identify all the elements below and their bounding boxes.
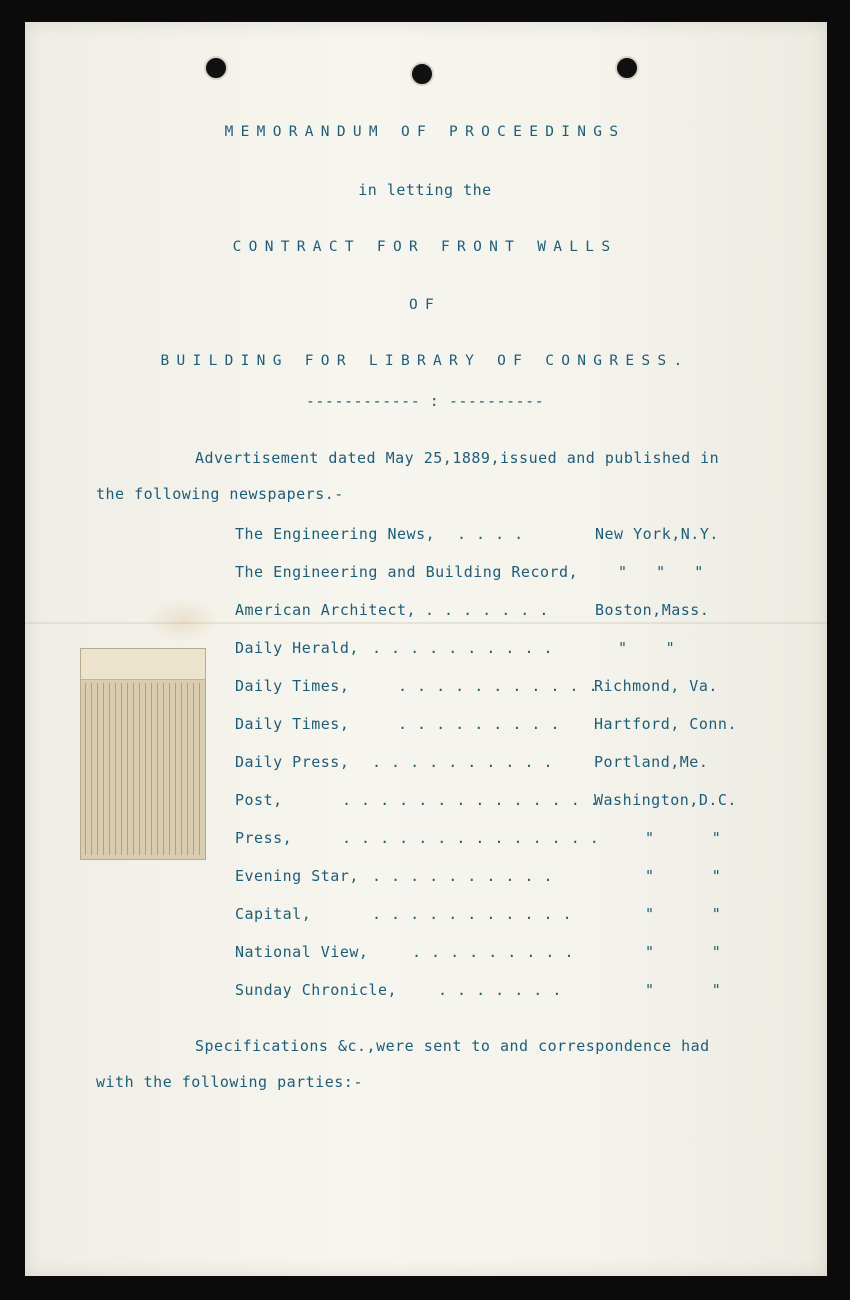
newspaper-place: " ": [645, 829, 722, 847]
leader-dots: . . . . . . . . . .: [372, 639, 554, 657]
newspaper-name: Evening Star,: [235, 867, 359, 885]
newspaper-place: " ": [645, 867, 722, 885]
newspaper-name: Daily Herald,: [235, 639, 359, 657]
leader-dots: . . . . . . . . .: [398, 715, 561, 733]
leader-dots: . . . . . . . . . . . . . .: [342, 791, 600, 809]
closing-line-2: with the following parties:-: [96, 1073, 363, 1091]
punch-hole-center: [410, 62, 434, 86]
leader-dots: . . . . . . . . . . .: [372, 905, 573, 923]
leader-dots: . . . .: [457, 525, 524, 543]
leader-dots: . . . . . . . . . .: [372, 867, 554, 885]
newspaper-name: American Architect,: [235, 601, 417, 619]
newspaper-place: Portland,Me.: [594, 753, 709, 771]
memo-subtitle: in letting the: [358, 181, 492, 199]
newspaper-place: Boston,Mass.: [595, 601, 710, 619]
newspaper-name: Daily Press,: [235, 753, 350, 771]
clipping-print: [85, 683, 201, 855]
leader-dots: . . . . . . . . . . . . . .: [342, 829, 600, 847]
newspaper-name: National View,: [235, 943, 369, 961]
newspaper-name: Daily Times,: [235, 677, 350, 695]
paper-stain: [145, 598, 220, 643]
newspaper-place: " ": [645, 905, 722, 923]
newspaper-place: Washington,D.C.: [594, 791, 737, 809]
leader-dots: . . . . . . .: [425, 601, 549, 619]
newspaper-place: " ": [645, 943, 722, 961]
of-line: OF: [408, 297, 442, 313]
newspaper-name: Sunday Chronicle,: [235, 981, 398, 999]
leader-dots: . . . . . . . . .: [412, 943, 575, 961]
title-rule: ------------ : ----------: [305, 392, 545, 410]
newspaper-place: New York,N.Y.: [595, 525, 719, 543]
newspaper-clipping: [80, 648, 206, 860]
newspaper-name: Press,: [235, 829, 293, 847]
memo-title: MEMORANDUM OF PROCEEDINGS: [224, 124, 626, 140]
closing-line-1: Specifications &c.,were sent to and correspondence had: [195, 1037, 710, 1055]
building-title: BUILDING FOR LIBRARY OF CONGRESS.: [160, 353, 690, 369]
leader-dots: . . . . . . . . . .: [372, 753, 554, 771]
newspaper-name: The Engineering and Building Record,: [235, 563, 579, 581]
newspaper-name: Post,: [235, 791, 283, 809]
newspaper-name: Daily Times,: [235, 715, 350, 733]
punch-hole-left: [204, 56, 228, 80]
punch-hole-right: [615, 56, 639, 80]
intro-line-2: the following newspapers.-: [96, 485, 344, 503]
leader-dots: . . . . . . . . . . .: [398, 677, 599, 695]
newspaper-place: " ": [645, 981, 722, 999]
contract-title: CONTRACT FOR FRONT WALLS: [232, 239, 618, 255]
newspaper-name: The Engineering News,: [235, 525, 436, 543]
clipping-tape: [81, 649, 205, 680]
newspaper-place: Richmond, Va.: [594, 677, 718, 695]
leader-dots: . . . . . . .: [438, 981, 562, 999]
intro-line-1: Advertisement dated May 25,1889,issued and published in: [195, 449, 720, 467]
newspaper-name: Capital,: [235, 905, 312, 923]
newspaper-place: " " ": [618, 563, 704, 581]
newspaper-place: Hartford, Conn.: [594, 715, 737, 733]
newspaper-place: " ": [618, 639, 676, 657]
